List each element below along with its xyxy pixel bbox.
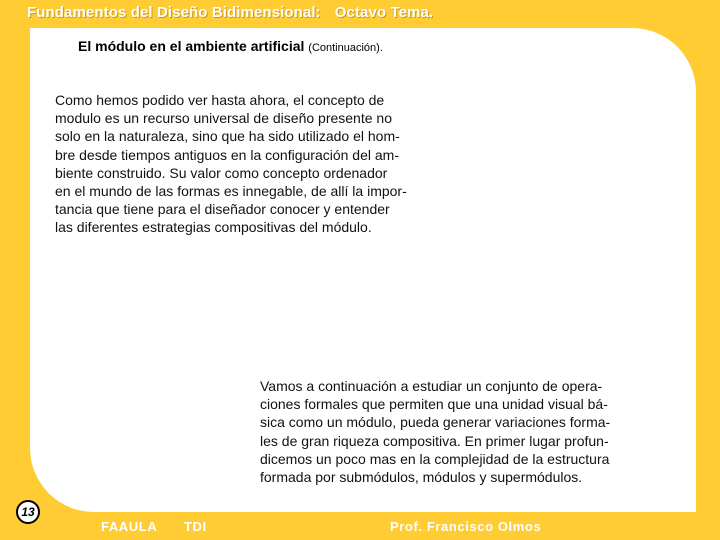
paragraph-line: les de gran riqueza compositiva. En primer lugar profun- bbox=[260, 432, 609, 449]
slide-header bbox=[27, 4, 433, 21]
page-number: 13 bbox=[21, 505, 35, 519]
operations-paragraph bbox=[260, 377, 610, 486]
paragraph-line: biente construido. Su valor como concepto ordenador bbox=[55, 164, 388, 181]
paragraph-line: ciones formales que permiten que una unidad visual bá- bbox=[260, 396, 608, 413]
topic-title: Octavo Tema. bbox=[334, 4, 434, 21]
paragraph-line: tancia que tiene para el diseñador conocer y entender bbox=[55, 201, 390, 218]
paragraph-line: Como hemos podido ver hasta ahora, el concepto de bbox=[55, 92, 385, 108]
paragraph-line: sica como un módulo, pueda generar variaciones forma- bbox=[260, 414, 611, 431]
paragraph-line: bre desde tiempos antiguos en la configuración del am- bbox=[55, 146, 399, 163]
paragraph-line: Vamos a continuación a estudiar un conjunto de opera- bbox=[260, 378, 603, 394]
paragraph-line: solo en la naturaleza, sino que ha sido utilizado el hom- bbox=[55, 128, 400, 145]
paragraph-line: modulo es un recurso universal de diseño presente no bbox=[55, 110, 392, 127]
paragraph-line: en el mundo de las formas es innegable, de allí la impor- bbox=[55, 183, 407, 200]
page-number-badge bbox=[16, 500, 40, 524]
intro-paragraph bbox=[55, 91, 407, 237]
paragraph-line: formada por submódulos, módulos y supermódulos. bbox=[260, 469, 583, 486]
section-title-text: El módulo en el ambiente artificial bbox=[78, 38, 305, 54]
footer-author: Prof. Francisco Olmos bbox=[390, 519, 542, 534]
footer-course-code: TDI bbox=[184, 519, 207, 534]
paragraph-line: dicemos un poco mas en la complejidad de la estructura bbox=[260, 450, 610, 467]
section-title bbox=[78, 38, 383, 54]
footer-school: FAAULA bbox=[101, 519, 158, 534]
paragraph-line: las diferentes estrategias compositivas del módulo. bbox=[55, 219, 372, 236]
section-title-suffix: (Continuación). bbox=[308, 42, 383, 54]
course-title: Fundamentos del Diseño Bidimensional: bbox=[27, 4, 321, 21]
